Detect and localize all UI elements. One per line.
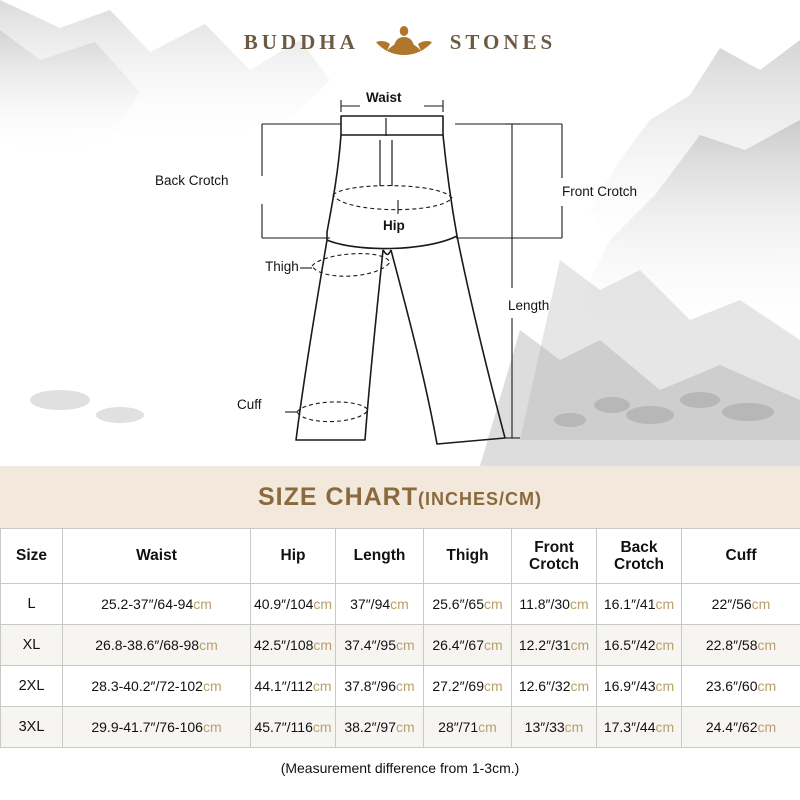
cell-hip-unit: cm bbox=[313, 637, 333, 653]
header-thigh: Thigh bbox=[424, 529, 512, 584]
cell-back-crotch-value: 17.3″/44 bbox=[603, 719, 656, 735]
cell-cuff bbox=[682, 625, 800, 666]
cell-length-unit: cm bbox=[396, 637, 415, 653]
cell-cuff-unit: cm bbox=[757, 719, 777, 735]
cell-waist-value: 29.9-41.7″/76-106 bbox=[91, 719, 203, 735]
header-cuff: Cuff bbox=[682, 529, 800, 584]
cell-back-crotch-value: 16.9″/43 bbox=[603, 678, 656, 694]
cell-back-crotch-unit: cm bbox=[655, 637, 675, 653]
cell-hip bbox=[251, 707, 336, 748]
cell-thigh-value: 26.4″/67 bbox=[432, 637, 484, 653]
table-row bbox=[1, 625, 800, 666]
cell-length bbox=[336, 625, 424, 666]
cell-waist-value: 26.8-38.6″/68-98 bbox=[95, 637, 200, 653]
cell-hip-unit: cm bbox=[313, 596, 333, 612]
cell-waist bbox=[63, 584, 251, 625]
cell-length bbox=[336, 666, 424, 707]
cell-back-crotch-unit: cm bbox=[655, 719, 675, 735]
cell-back-crotch-unit: cm bbox=[655, 596, 675, 612]
cell-hip bbox=[251, 584, 336, 625]
size-chart-title-bar bbox=[0, 466, 800, 528]
cell-front-crotch-value: 11.8″/30 bbox=[519, 596, 570, 612]
cell-front-crotch-unit: cm bbox=[570, 637, 590, 653]
cell-length-unit: cm bbox=[396, 678, 415, 694]
cell-cuff-unit: cm bbox=[757, 678, 777, 694]
cell-front-crotch-value: 13″/33 bbox=[524, 719, 565, 735]
cell-back-crotch bbox=[597, 625, 682, 666]
cell-thigh-unit: cm bbox=[484, 637, 503, 653]
cell-hip-unit: cm bbox=[312, 719, 332, 735]
cell-thigh bbox=[424, 666, 512, 707]
size-chart-title-sub: (INCHES/CM) bbox=[418, 488, 542, 509]
cell-front-crotch bbox=[512, 707, 597, 748]
cell-thigh bbox=[424, 584, 512, 625]
size-chart-table bbox=[0, 528, 800, 748]
table-row bbox=[1, 666, 800, 707]
cell-front-crotch-unit: cm bbox=[569, 596, 589, 612]
lotus-meditation-icon bbox=[375, 18, 433, 67]
cell-front-crotch-unit: cm bbox=[570, 678, 590, 694]
cell-hip-unit: cm bbox=[312, 678, 332, 694]
cell-hip-value: 45.7″/116 bbox=[254, 719, 313, 735]
label-thigh: Thigh bbox=[265, 259, 299, 274]
label-hip: Hip bbox=[383, 218, 405, 233]
label-front-crotch: Front Crotch bbox=[562, 184, 638, 199]
cell-thigh-value: 27.2″/69 bbox=[432, 678, 484, 694]
cell-hip bbox=[251, 666, 336, 707]
cell-waist-unit: cm bbox=[202, 678, 222, 694]
cell-size: L bbox=[1, 584, 63, 625]
label-length: Length bbox=[508, 298, 550, 313]
cell-back-crotch-value: 16.1″/41 bbox=[603, 596, 656, 612]
cell-size: 3XL bbox=[1, 707, 63, 748]
cell-front-crotch-unit: cm bbox=[564, 719, 584, 735]
cell-waist-value: 25.2-37″/64-94 bbox=[101, 596, 194, 612]
cell-back-crotch-unit: cm bbox=[655, 678, 675, 694]
cell-thigh bbox=[424, 707, 512, 748]
cell-length bbox=[336, 584, 424, 625]
cell-waist-unit: cm bbox=[199, 637, 218, 653]
cell-hip-value: 44.1″/112 bbox=[254, 678, 313, 694]
cell-thigh-unit: cm bbox=[484, 596, 503, 612]
header-back-crotch: Back Crotch bbox=[597, 529, 682, 584]
cell-waist-unit: cm bbox=[202, 719, 222, 735]
label-waist: Waist bbox=[366, 90, 402, 105]
measurement-footnote: (Measurement difference from 1-3cm.) bbox=[280, 760, 520, 776]
cell-length-unit: cm bbox=[390, 596, 409, 612]
label-back-crotch: Back Crotch bbox=[155, 173, 229, 188]
table-row bbox=[1, 707, 800, 748]
cell-cuff-value: 23.6″/60 bbox=[705, 678, 758, 694]
header-length: Length bbox=[336, 529, 424, 584]
cell-back-crotch bbox=[597, 666, 682, 707]
header-front-crotch: Front Crotch bbox=[512, 529, 597, 584]
cell-length-value: 37.4″/95 bbox=[344, 637, 396, 653]
cell-cuff bbox=[682, 584, 800, 625]
cell-front-crotch-value: 12.2″/31 bbox=[518, 637, 571, 653]
cell-length-value: 37.8″/96 bbox=[344, 678, 396, 694]
cell-hip bbox=[251, 625, 336, 666]
cell-thigh-unit: cm bbox=[478, 719, 497, 735]
size-chart-title-main: SIZE CHART bbox=[258, 482, 418, 511]
cell-length bbox=[336, 707, 424, 748]
table-header-row bbox=[1, 529, 800, 584]
cell-cuff bbox=[682, 707, 800, 748]
cell-waist-value: 28.3-40.2″/72-102 bbox=[91, 678, 203, 694]
brand-name-right: STONES bbox=[449, 30, 557, 54]
cell-hip-value: 40.9″/104 bbox=[253, 596, 314, 612]
cell-cuff-unit: cm bbox=[751, 596, 771, 612]
cell-cuff-value: 24.4″/62 bbox=[705, 719, 758, 735]
cell-thigh-value: 25.6″/65 bbox=[432, 596, 484, 612]
cell-cuff bbox=[682, 666, 800, 707]
brand-logo-lockup bbox=[0, 18, 800, 67]
label-cuff: Cuff bbox=[237, 397, 262, 412]
cell-thigh-value: 28″/71 bbox=[438, 719, 479, 735]
table-row bbox=[1, 584, 800, 625]
cell-front-crotch-value: 12.6″/32 bbox=[518, 678, 571, 694]
cell-front-crotch bbox=[512, 625, 597, 666]
header-hip: Hip bbox=[251, 529, 336, 584]
cell-back-crotch-value: 16.5″/42 bbox=[603, 637, 656, 653]
cell-size: XL bbox=[1, 625, 63, 666]
cell-front-crotch bbox=[512, 666, 597, 707]
brand-name-left: BUDDHA bbox=[243, 30, 359, 54]
cell-cuff-value: 22.8″/58 bbox=[705, 637, 758, 653]
cell-hip-value: 42.5″/108 bbox=[253, 637, 314, 653]
cell-waist bbox=[63, 666, 251, 707]
header-waist: Waist bbox=[63, 529, 251, 584]
cell-waist bbox=[63, 625, 251, 666]
cell-front-crotch bbox=[512, 584, 597, 625]
cell-length-value: 37″/94 bbox=[350, 596, 391, 612]
cell-cuff-unit: cm bbox=[757, 637, 777, 653]
cell-waist-unit: cm bbox=[193, 596, 212, 612]
cell-length-unit: cm bbox=[396, 719, 415, 735]
cell-thigh bbox=[424, 625, 512, 666]
cell-cuff-value: 22″/56 bbox=[711, 596, 752, 612]
cell-thigh-unit: cm bbox=[484, 678, 503, 694]
cell-back-crotch bbox=[597, 584, 682, 625]
size-chart-title bbox=[258, 483, 542, 512]
cell-waist bbox=[63, 707, 251, 748]
cell-length-value: 38.2″/97 bbox=[344, 719, 396, 735]
cell-size: 2XL bbox=[1, 666, 63, 707]
header-size: Size bbox=[1, 529, 63, 584]
cell-back-crotch bbox=[597, 707, 682, 748]
